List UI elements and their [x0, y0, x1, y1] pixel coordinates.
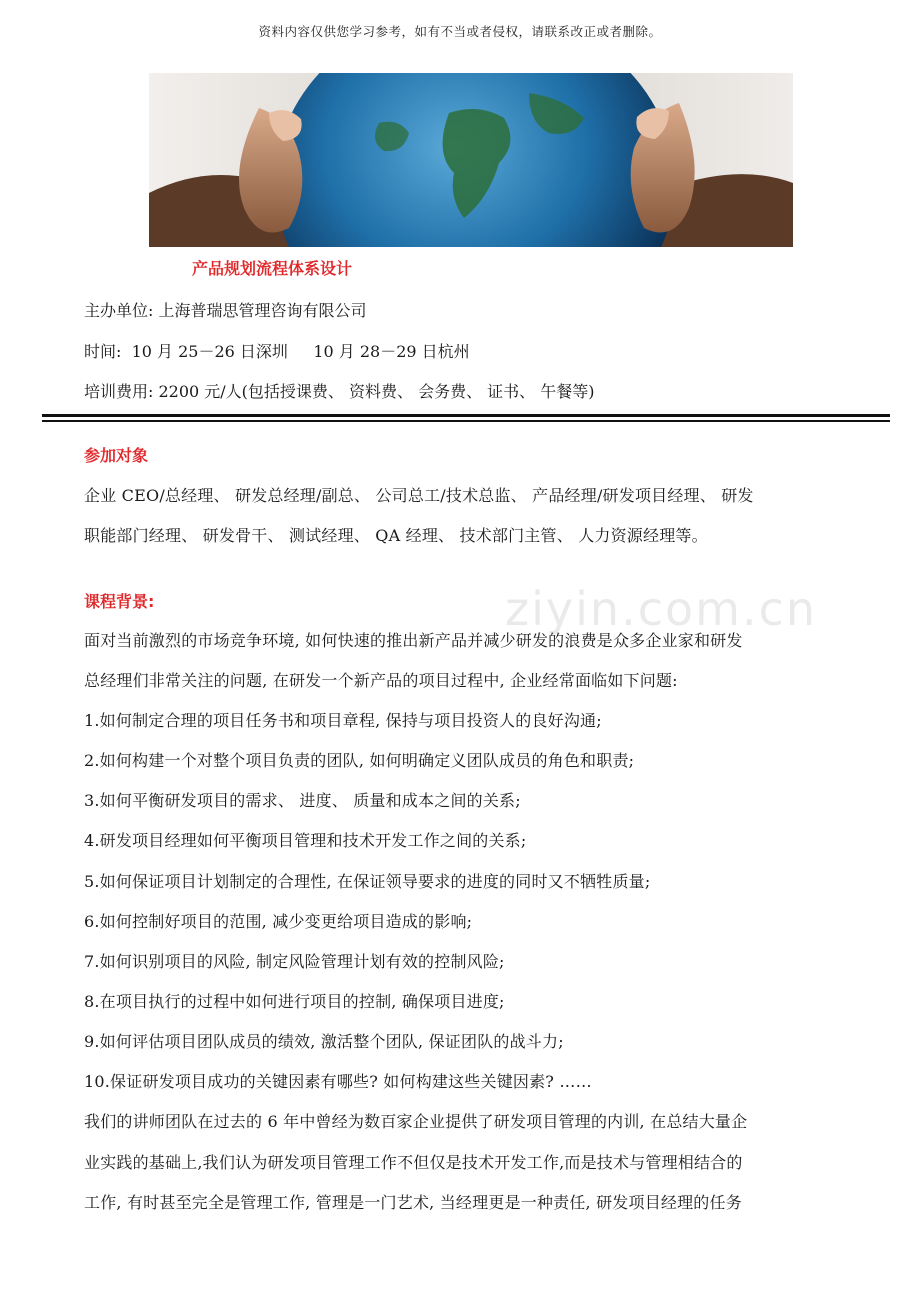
- fee-line: 培训费用: 2200 元/人(包括授课费、 资料费、 会务费、 证书、 午餐等): [84, 382, 595, 401]
- background-line: 5.如何保证项目计划制定的合理性, 在保证领导要求的进度的同时又不牺牲质量;: [84, 872, 651, 891]
- background-line: 1.如何制定合理的项目任务书和项目章程, 保持与项目投资人的良好沟通;: [84, 711, 602, 730]
- background-line: 6.如何控制好项目的范围, 减少变更给项目造成的影响;: [84, 912, 473, 931]
- globe-in-hands-image: [149, 73, 793, 247]
- watermark: ziyin.com.cn: [505, 582, 818, 636]
- organizer-line: 主办单位: 上海普瑞思管理咨询有限公司: [84, 301, 367, 320]
- background-line: 我们的讲师团队在过去的 6 年中曾经为数百家企业提供了研发项目管理的内训, 在总结大量企: [84, 1112, 748, 1131]
- background-line: 面对当前激烈的市场竞争环境, 如何快速的推出新产品并减少研发的浪费是众多企业家和研发: [84, 631, 743, 650]
- background-line: 业实践的基础上,我们认为研发项目管理工作不但仅是技术开发工作,而是技术与管理相结合的: [84, 1153, 743, 1172]
- divider-thick: [42, 414, 890, 417]
- background-line: 9.如何评估项目团队成员的绩效, 激活整个团队, 保证团队的战斗力;: [84, 1032, 564, 1051]
- background-line: 工作, 有时甚至完全是管理工作, 管理是一门艺术, 当经理更是一种责任, 研发项目经理的任务: [84, 1193, 742, 1212]
- disclaimer-header: 资料内容仅供您学习参考，如有不当或者侵权，请联系改正或者删除。: [258, 24, 662, 39]
- background-line: 10.保证研发项目成功的关键因素有哪些? 如何构建这些关键因素? ……: [84, 1072, 592, 1091]
- background-line: 7.如何识别项目的风险, 制定风险管理计划有效的控制风险;: [84, 952, 505, 971]
- background-line: 2.如何构建一个对整个项目负责的团队, 如何明确定义团队成员的角色和职责;: [84, 751, 635, 770]
- divider-thin: [42, 420, 890, 422]
- audience-line: 企业 CEO/总经理、 研发总经理/副总、 公司总工/技术总监、 产品经理/研发项目经理、 研发: [84, 486, 754, 505]
- background-heading: 课程背景:: [84, 592, 155, 611]
- background-line: 3.如何平衡研发项目的需求、 进度、 质量和成本之间的关系;: [84, 791, 521, 810]
- audience-heading: 参加对象: [84, 446, 149, 465]
- audience-line: 职能部门经理、 研发骨干、 测试经理、 QA 经理、 技术部门主管、 人力资源经理等。: [84, 526, 708, 545]
- banner-image: [149, 73, 793, 247]
- background-line: 总经理们非常关注的问题, 在研发一个新产品的项目过程中, 企业经常面临如下问题:: [84, 671, 678, 690]
- background-line: 4.研发项目经理如何平衡项目管理和技术开发工作之间的关系;: [84, 831, 527, 850]
- background-line: 8.在项目执行的过程中如何进行项目的控制, 确保项目进度;: [84, 992, 505, 1011]
- time-line: 时间: 10 月 25－26 日深圳 10 月 28－29 日杭州: [84, 342, 470, 361]
- course-title: 产品规划流程体系设计: [192, 259, 353, 278]
